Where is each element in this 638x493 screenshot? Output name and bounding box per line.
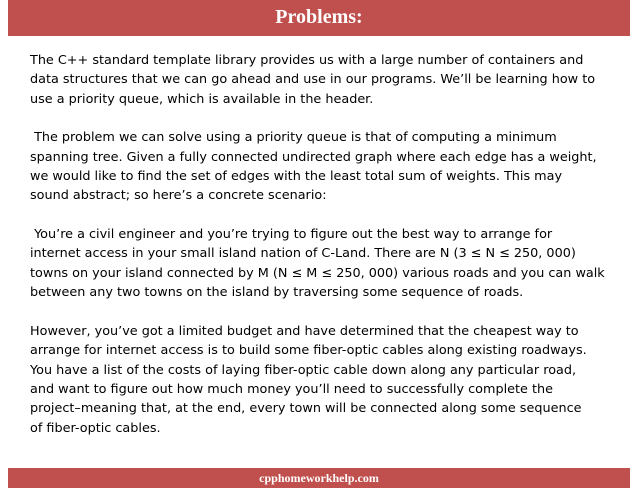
text-line: sound abstract; so here’s a concrete scenario: xyxy=(30,188,327,204)
text-line: data structures that we can go ahead and use in our programs. We’ll be learning how to xyxy=(30,72,596,88)
text-line: arrange for internet access is to build some fiber-optic cables along existing roadways. xyxy=(30,343,587,359)
paragraph-problem xyxy=(30,128,612,205)
header-bar xyxy=(8,0,630,36)
body-text xyxy=(30,51,612,438)
page-title: Problems: xyxy=(275,6,363,28)
text-line: we would like to find the set of edges with the least total sum of weights. This may xyxy=(30,169,563,185)
text-line: of fiber-optic cables. xyxy=(30,420,161,436)
text-line: The C++ standard template library provides us with a large number of containers and xyxy=(30,53,584,68)
text-line: between any two towns on the island by traversing some sequence of roads. xyxy=(30,285,524,301)
text-line: You have a list of the costs of laying fiber-optic cable down along any particular road, xyxy=(30,362,577,378)
text-line: and want to figure out how much money you’ll need to successfully complete the xyxy=(30,381,553,397)
footer-website: cpphomeworkhelp.com xyxy=(259,471,379,485)
text-line: spanning tree. Given a fully connected undirected graph where each edge has a weight, xyxy=(30,149,597,165)
text-line: use a priority queue, which is available in the header. xyxy=(30,91,374,107)
text-line: towns on your island connected by M (N ≤ M ≤ 250, 000) various roads and you can walk xyxy=(30,265,605,281)
text-line: You’re a civil engineer and you’re trying to figure out the best way to arrange for xyxy=(30,227,553,243)
footer-bar xyxy=(8,468,630,488)
text-line: The problem we can solve using a priority queue is that of computing a minimum xyxy=(30,130,557,146)
paragraph-intro xyxy=(30,51,612,109)
text-line: internet access in your small island nation of C-Land. There are N (3 ≤ N ≤ 250, 000) xyxy=(30,246,576,262)
text-line: project–meaning that, at the end, every town will be connected along some sequence xyxy=(30,401,582,417)
paragraph-budget xyxy=(30,322,612,438)
text-line: However, you’ve got a limited budget and have determined that the cheapest way to xyxy=(30,323,579,339)
paragraph-scenario xyxy=(30,225,612,302)
